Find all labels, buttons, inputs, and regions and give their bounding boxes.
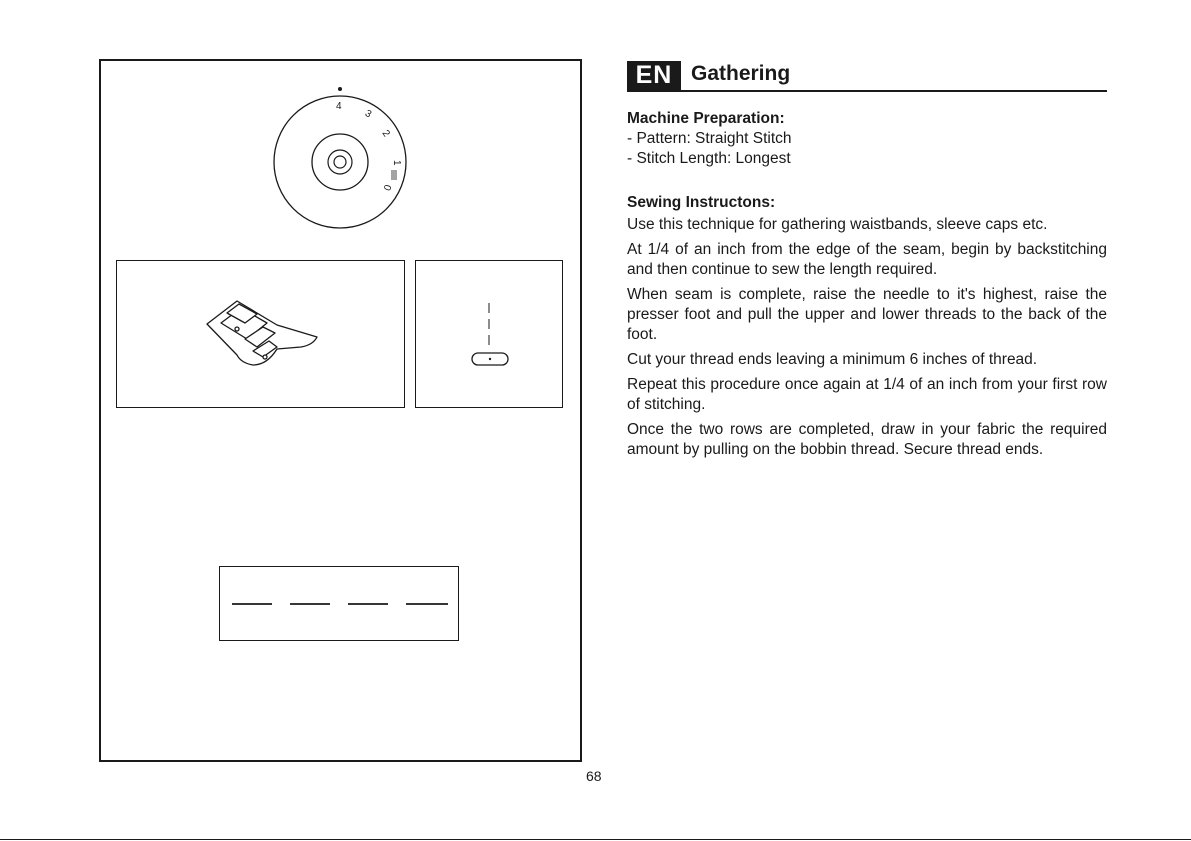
spacer — [627, 169, 1107, 189]
presser-foot-panel — [116, 260, 405, 408]
dial-outer-ring — [274, 96, 406, 228]
instructions-body — [627, 109, 1107, 465]
dial-inner-ring — [312, 134, 368, 190]
instruction-paragraph: At 1/4 of an inch from the edge of the seam, begin by backstitching and then continue to sew the length required. — [627, 241, 1107, 278]
dial-label-3: 3 — [362, 108, 374, 121]
stitch-pattern-panel — [219, 566, 459, 641]
instructions-heading: Sewing Instructons: — [627, 194, 776, 211]
dial-label-0: 0 — [380, 182, 393, 192]
dial-label-4: 4 — [336, 101, 342, 112]
needle-position-panel — [415, 260, 563, 408]
page-number: 68 — [586, 768, 602, 784]
needle-position-icon — [416, 261, 562, 407]
straight-stitch-icon — [220, 567, 458, 640]
stitch-length-dial — [268, 80, 418, 230]
preparation-item: - Pattern: Straight Stitch — [627, 130, 792, 147]
presser-foot-icon — [117, 261, 404, 407]
section-title: Gathering — [691, 62, 791, 85]
dial-long-stitch-marks — [392, 170, 396, 180]
page-bottom-rule — [0, 839, 1191, 840]
dial-indicator-dot — [338, 87, 342, 91]
dial-hub-ring — [328, 150, 352, 174]
dial-label-2: 2 — [379, 128, 392, 140]
dial-hub-center — [334, 156, 346, 168]
instruction-paragraph: Once the two rows are completed, draw in your fabric the required amount by pulling on the bobbin thread. Secure thread ends. — [627, 421, 1107, 458]
instruction-paragraph: Cut your thread ends leaving a minimum 6 inches of thread. — [627, 351, 1038, 368]
preparation-heading: Machine Preparation: — [627, 110, 785, 127]
instruction-paragraph: Use this technique for gathering waistbands, sleeve caps etc. — [627, 216, 1048, 233]
language-badge: EN — [627, 61, 681, 90]
instruction-paragraph: Repeat this procedure once again at 1/4 of an inch from your first row of stitching. — [627, 376, 1107, 413]
instruction-paragraph: When seam is complete, raise the needle to it's highest, raise the presser foot and pull the upper and lower threads to the back of the foot. — [627, 286, 1107, 343]
dial-label-1: 1 — [391, 160, 402, 166]
section-header — [627, 60, 1107, 92]
preparation-item: - Stitch Length: Longest — [627, 150, 791, 167]
